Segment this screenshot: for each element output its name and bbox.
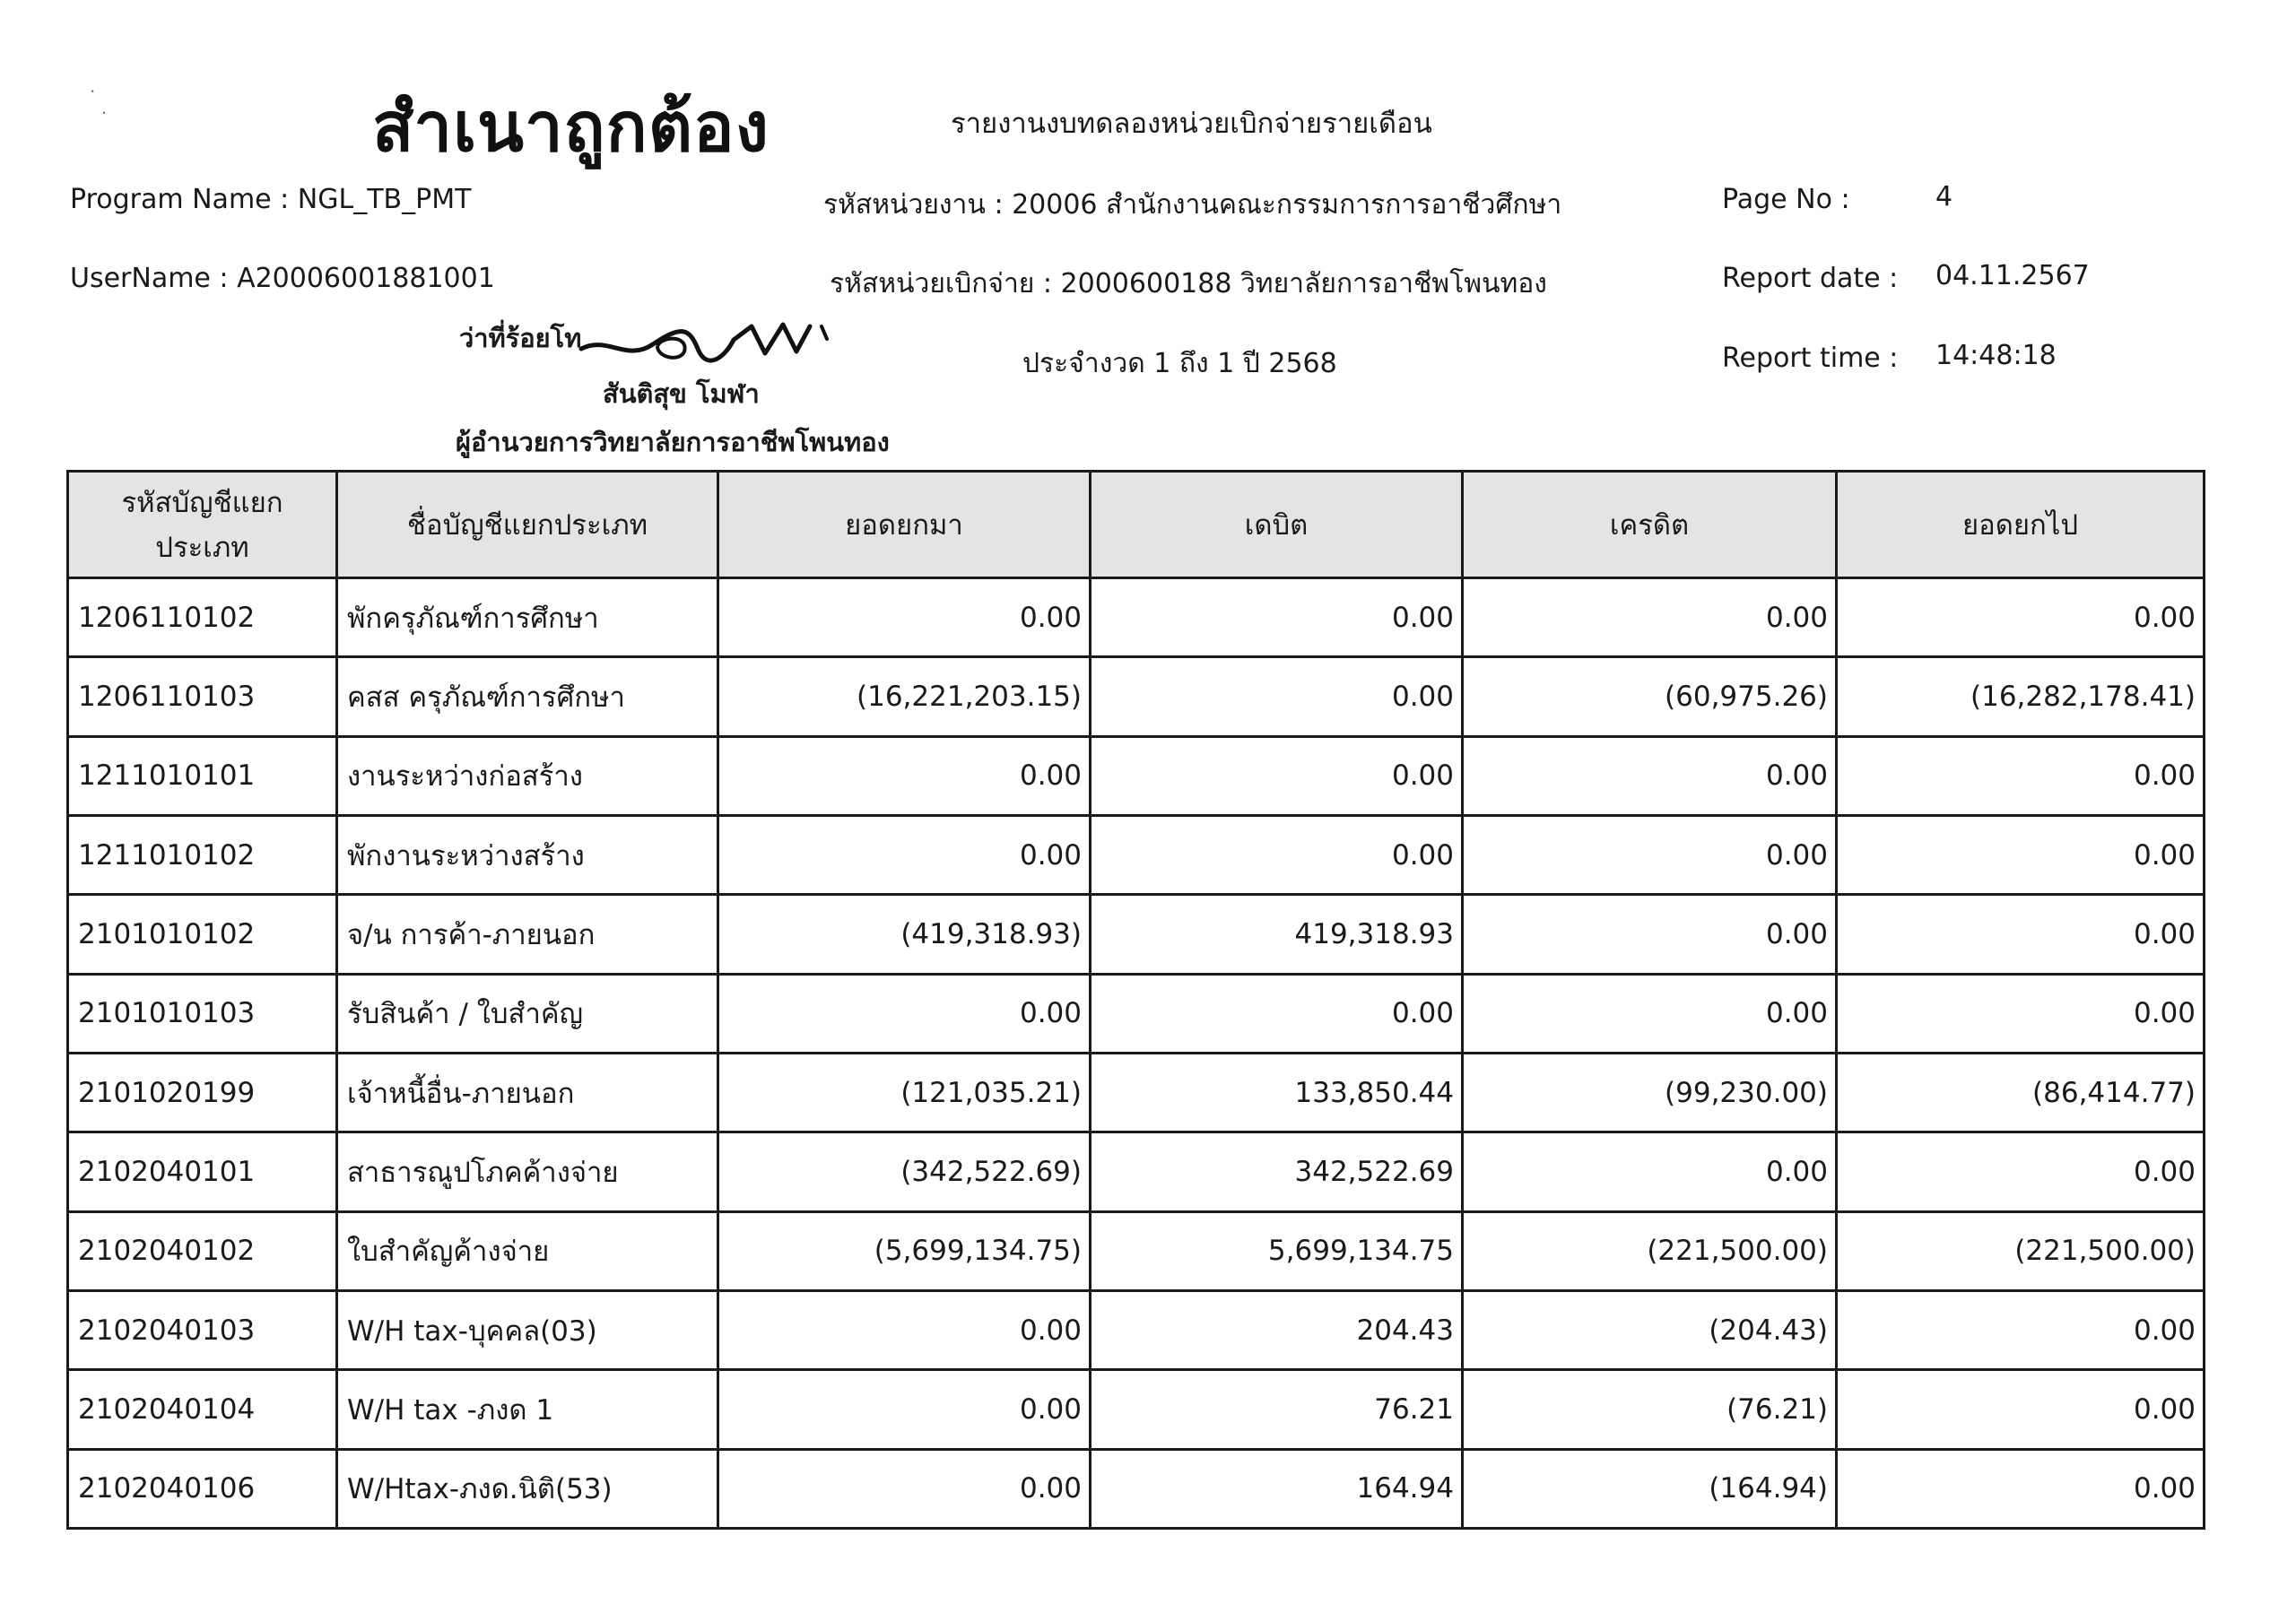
opening-balance-cell: 0.00 <box>718 974 1091 1053</box>
report-time-value: 14:48:18 <box>1935 340 2057 371</box>
closing-balance-cell: (86,414.77) <box>1837 1053 2205 1132</box>
column-header-opening-balance: ยอดยกมา <box>718 472 1091 578</box>
account-code-cell: 2101010102 <box>68 895 337 974</box>
closing-balance-cell: 0.00 <box>1837 815 2205 894</box>
account-code-cell: 1206110102 <box>68 578 337 657</box>
account-name-cell: พักครุภัณฑ์การศึกษา <box>337 578 718 657</box>
certified-copy-stamp: สำเนาถูกต้อง <box>372 87 770 167</box>
column-header-debit: เดบิต <box>1091 472 1463 578</box>
credit-cell: (76.21) <box>1463 1370 1837 1449</box>
credit-cell: 0.00 <box>1463 578 1837 657</box>
account-name-cell: ใบสำคัญค้างจ่าย <box>337 1211 718 1290</box>
handwritten-signature <box>572 308 841 371</box>
credit-cell: (60,975.26) <box>1463 657 1837 736</box>
credit-cell: (221,500.00) <box>1463 1211 1837 1290</box>
debit-cell: 0.00 <box>1091 657 1463 736</box>
username: UserName : A20006001881001 <box>70 263 495 294</box>
closing-balance-cell: 0.00 <box>1837 1370 2205 1449</box>
trial-balance-table <box>66 470 2205 1530</box>
debit-cell: 0.00 <box>1091 578 1463 657</box>
closing-balance-cell: 0.00 <box>1837 1290 2205 1369</box>
report-date-value: 04.11.2567 <box>1935 260 2090 291</box>
closing-balance-cell: 0.00 <box>1837 974 2205 1053</box>
debit-cell: 0.00 <box>1091 815 1463 894</box>
debit-cell: 133,850.44 <box>1091 1053 1463 1132</box>
account-name-cell: รับสินค้า / ใบสำคัญ <box>337 974 718 1053</box>
account-name-cell: คสส ครุภัณฑ์การศึกษา <box>337 657 718 736</box>
table-row <box>68 815 2205 894</box>
column-header-account-name: ชื่อบัญชีแยกประเภท <box>337 472 718 578</box>
opening-balance-cell: 0.00 <box>718 578 1091 657</box>
opening-balance-cell: (5,699,134.75) <box>718 1211 1091 1290</box>
account-code-cell: 2101020199 <box>68 1053 337 1132</box>
signer-rank: ว่าที่ร้อยโท <box>459 323 582 353</box>
signer-position: ผู้อำนวยการวิทยาลัยการอาชีพโพนทอง <box>456 427 890 457</box>
opening-balance-cell: (121,035.21) <box>718 1053 1091 1132</box>
credit-cell: 0.00 <box>1463 1132 1837 1211</box>
debit-cell: 164.94 <box>1091 1449 1463 1528</box>
column-header-credit: เครดิต <box>1463 472 1837 578</box>
account-name-cell: W/Htax-ภงด.นิติ(53) <box>337 1449 718 1528</box>
credit-cell: 0.00 <box>1463 815 1837 894</box>
account-name-cell: งานระหว่างก่อสร้าง <box>337 736 718 815</box>
closing-balance-cell: 0.00 <box>1837 736 2205 815</box>
closing-balance-cell: (16,282,178.41) <box>1837 657 2205 736</box>
account-code-cell: 2102040102 <box>68 1211 337 1290</box>
account-code-cell: 2102040104 <box>68 1370 337 1449</box>
debit-cell: 204.43 <box>1091 1290 1463 1369</box>
agency-code: รหัสหน่วยงาน : 20006 สำนักงานคณะกรรมการการอาชีวศึกษา <box>823 189 1562 221</box>
table-row <box>68 1370 2205 1449</box>
scan-specks: · · <box>90 81 108 124</box>
closing-balance-cell: 0.00 <box>1837 1449 2205 1528</box>
program-name: Program Name : NGL_TB_PMT <box>70 184 472 215</box>
report-title: รายงานงบทดลองหน่วยเบิกจ่ายรายเดือน <box>951 108 1432 140</box>
table-row <box>68 1132 2205 1211</box>
table-row <box>68 1211 2205 1290</box>
column-header-closing-balance: ยอดยกไป <box>1837 472 2205 578</box>
disbursement-unit-code: รหัสหน่วยเบิกจ่าย : 2000600188 วิทยาลัยการอาชีพโพนทอง <box>830 268 1547 299</box>
account-name-cell: สาธารณูปโภคค้างจ่าย <box>337 1132 718 1211</box>
account-code-cell: 1206110103 <box>68 657 337 736</box>
table-row <box>68 578 2205 657</box>
opening-balance-cell: 0.00 <box>718 1290 1091 1369</box>
closing-balance-cell: (221,500.00) <box>1837 1211 2205 1290</box>
debit-cell: 342,522.69 <box>1091 1132 1463 1211</box>
table-row <box>68 657 2205 736</box>
debit-cell: 0.00 <box>1091 736 1463 815</box>
account-name-cell: จ/น การค้า-ภายนอก <box>337 895 718 974</box>
opening-balance-cell: 0.00 <box>718 1449 1091 1528</box>
page-no-label: Page No : <box>1722 184 1850 215</box>
account-name-cell: W/H tax -ภงด 1 <box>337 1370 718 1449</box>
debit-cell: 419,318.93 <box>1091 895 1463 974</box>
signer-name: สันติสุข โมฬา <box>603 378 760 409</box>
opening-balance-cell: (16,221,203.15) <box>718 657 1091 736</box>
report-time-label: Report time : <box>1722 343 1899 374</box>
account-name-cell: พักงานระหว่างสร้าง <box>337 815 718 894</box>
account-name-cell: เจ้าหนี้อื่น-ภายนอก <box>337 1053 718 1132</box>
account-code-cell: 2102040103 <box>68 1290 337 1369</box>
account-code-cell: 2102040101 <box>68 1132 337 1211</box>
account-code-cell: 2102040106 <box>68 1449 337 1528</box>
credit-cell: 0.00 <box>1463 895 1837 974</box>
opening-balance-cell: (342,522.69) <box>718 1132 1091 1211</box>
table-row <box>68 974 2205 1053</box>
account-code-cell: 1211010102 <box>68 815 337 894</box>
report-period: ประจำงวด 1 ถึง 1 ปี 2568 <box>1022 348 1337 379</box>
opening-balance-cell: 0.00 <box>718 736 1091 815</box>
opening-balance-cell: (419,318.93) <box>718 895 1091 974</box>
table-row <box>68 1053 2205 1132</box>
credit-cell: 0.00 <box>1463 974 1837 1053</box>
account-code-cell: 2101010103 <box>68 974 337 1053</box>
table-row <box>68 736 2205 815</box>
table-row <box>68 1449 2205 1528</box>
column-header-account-code: รหัสบัญชีแยกประเภท <box>68 472 337 578</box>
table-header-row <box>68 472 2205 578</box>
report-date-label: Report date : <box>1722 263 1899 294</box>
closing-balance-cell: 0.00 <box>1837 1132 2205 1211</box>
table-row <box>68 1290 2205 1369</box>
credit-cell: (204.43) <box>1463 1290 1837 1369</box>
page-no-value: 4 <box>1935 181 1953 213</box>
account-name-cell: W/H tax-บุคคล(03) <box>337 1290 718 1369</box>
opening-balance-cell: 0.00 <box>718 815 1091 894</box>
debit-cell: 5,699,134.75 <box>1091 1211 1463 1290</box>
credit-cell: 0.00 <box>1463 736 1837 815</box>
debit-cell: 76.21 <box>1091 1370 1463 1449</box>
closing-balance-cell: 0.00 <box>1837 895 2205 974</box>
opening-balance-cell: 0.00 <box>718 1370 1091 1449</box>
closing-balance-cell: 0.00 <box>1837 578 2205 657</box>
credit-cell: (164.94) <box>1463 1449 1837 1528</box>
debit-cell: 0.00 <box>1091 974 1463 1053</box>
account-code-cell: 1211010101 <box>68 736 337 815</box>
table-row <box>68 895 2205 974</box>
credit-cell: (99,230.00) <box>1463 1053 1837 1132</box>
